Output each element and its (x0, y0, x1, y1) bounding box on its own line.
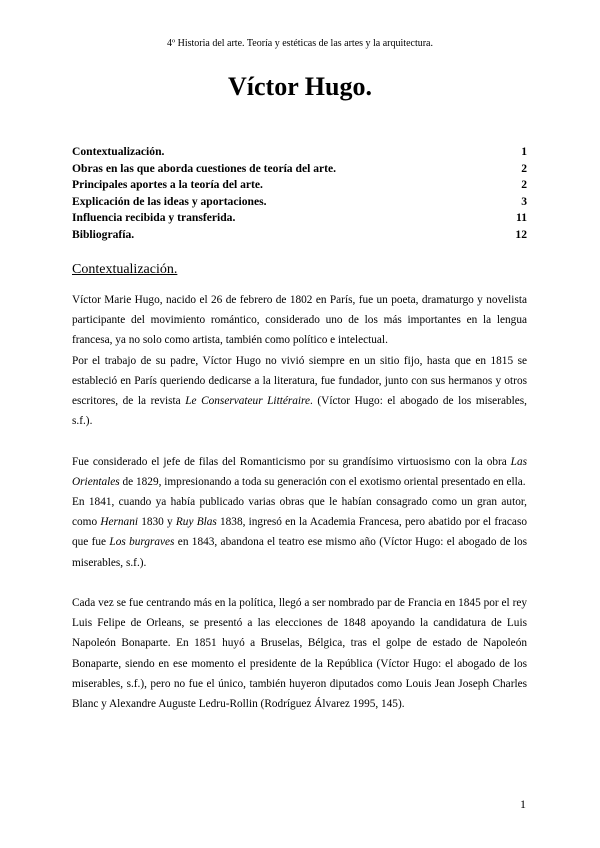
paragraph: Cada vez se fue centrando más en la política, llegó a ser nombrado par de Francia en 1845 por el rey Luis Felipe de Orleans, se presentó a las elecciones de 1848 apoyando la candidatura de Luis Napoleón Bonaparte. En 1851 huyó a Bruselas, Bélgica, tras el golpe de estado de Napoleón Bonaparte, siendo en ese momento el presidente de la República (Víctor Hugo: el abogado de los miserables, s.f.), pero no fue el único, también huyeron diputados como Louis Jean Joseph Charles Blanc y Alexandre Auguste Ledru-Rollin (Rodríguez Álvarez 1995, 145). (72, 597, 527, 711)
paragraph (72, 452, 527, 492)
toc-entry-page: 2 (521, 178, 527, 192)
toc-entry[interactable] (72, 144, 527, 161)
toc-entry[interactable] (72, 210, 527, 227)
paragraph-text: En 1841, cuando ya había publicado varias obras que le habían consagrado como un gran autor, como (72, 496, 527, 529)
toc-entry-label: Contextualización. (72, 145, 165, 158)
work-title: Los burgraves (109, 536, 175, 549)
toc-entry-page: 2 (521, 161, 527, 175)
document-title: Víctor Hugo. (228, 72, 372, 101)
paragraph-text: 1830 y (137, 516, 176, 529)
toc-entry-page: 1 (521, 145, 527, 158)
work-title: Hernani (100, 516, 138, 529)
toc-entry-page: 11 (516, 211, 527, 225)
paragraph-text: Por el trabajo de su padre, Víctor Hugo no vivió siempre en un sitio fijo, hasta que en 1815 se estableció en París queriendo dedicarse a la literatura, fue fundador, junto con sus hermanos y otros escritores, de la revista (72, 354, 527, 408)
work-title: Las Orientales (72, 455, 527, 488)
toc-entry[interactable] (72, 177, 527, 194)
paragraph-text: 1838, ingresó en la Academia Francesa, pero abatido por el fracaso que fue (72, 516, 527, 549)
toc-entry-page: 3 (521, 194, 527, 208)
paragraph (72, 351, 527, 432)
toc-entry-label: Bibliografía. (72, 227, 135, 241)
work-title: Ruy Blas (175, 516, 217, 529)
paragraph-text: de 1829, impresionando a toda su generación con el exotismo oriental presentado en ella. (119, 475, 526, 488)
toc-entry-label: Influencia recibida y transferida. (72, 211, 236, 225)
body-text (72, 290, 527, 714)
section-heading: Contextualización. (72, 262, 178, 277)
toc-entry[interactable] (72, 161, 527, 178)
work-title: Le Conservateur Littéraire (185, 395, 311, 408)
toc-entry-label: Explicación de las ideas y aportaciones. (72, 194, 267, 208)
page-number: 1 (520, 797, 526, 811)
toc-entry[interactable] (72, 227, 527, 244)
paragraph (72, 492, 527, 573)
paragraph-text: . (Víctor Hugo: el abogado de los miserables, s.f.). (72, 395, 527, 428)
running-header: 4º Historia del arte. Teoría y estéticas de las artes y la arquitectura. (167, 38, 433, 49)
paragraph-text: en 1843, abandona el teatro ese mismo año (Víctor Hugo: el abogado de los miserables, s.f.). (72, 536, 527, 569)
toc-entry-page: 12 (515, 227, 527, 241)
toc-entry-label: Principales aportes a la teoría del arte. (72, 178, 263, 192)
toc-entry-label: Obras en las que aborda cuestiones de teoría del arte. (72, 161, 337, 175)
paragraph-text: Fue considerado el jefe de filas del Romanticismo por su grandísimo virtuosismo con la obra (72, 455, 511, 468)
paragraph: Víctor Marie Hugo, nacido el 26 de febrero de 1802 en París, fue un poeta, dramaturgo y novelista participante del movimiento romántico, considerado uno de los más importantes en la lengua francesa, ya no solo como artista, también como político e intelectual. (72, 294, 527, 347)
table-of-contents (72, 144, 527, 244)
toc-entry[interactable] (72, 194, 527, 211)
